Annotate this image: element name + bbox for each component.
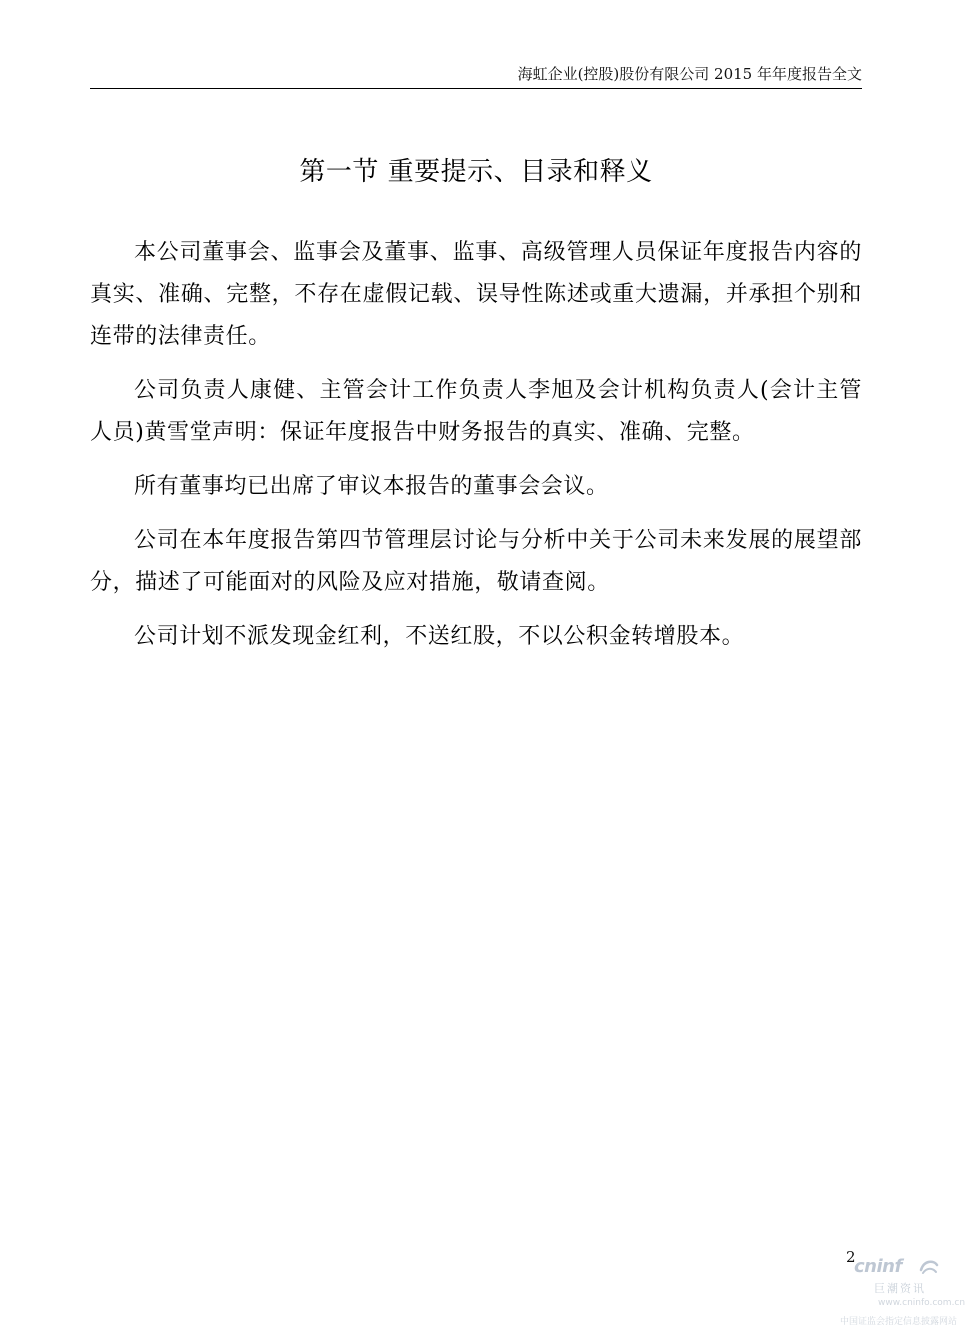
section-title: 第一节 重要提示、目录和释义 xyxy=(299,157,653,187)
paragraph-risk-reference: 公司在本年度报告第四节管理层讨论与分析中关于公司未来发展的展望部分，描述了可能面对的风险及应对措施，敬请查阅。 xyxy=(90,528,862,595)
cninfo-watermark xyxy=(838,1254,965,1340)
header-rule xyxy=(90,88,862,89)
cninfo-swirl-icon xyxy=(918,1258,940,1276)
watermark-url: www.cninfo.com.cn xyxy=(878,1298,965,1308)
paragraph-officer-declaration: 公司负责人康健、主管会计工作负责人李旭及会计机构负责人(会计主管人员)黄雪堂声明：保证年度报告中财务报告的真实、准确、完整。 xyxy=(90,378,862,445)
paragraph-board-attendance: 所有董事均已出席了审议本报告的董事会会议。 xyxy=(134,474,609,499)
paragraph-responsibility-statement: 本公司董事会、监事会及董事、监事、高级管理人员保证年度报告内容的真实、准确、完整，不存在虚假记载、误导性陈述或重大遗漏，并承担个别和连带的法律责任。 xyxy=(90,240,862,349)
watermark-logo-text: cninf xyxy=(854,1256,902,1277)
watermark-chinese-name: 巨潮资讯 xyxy=(874,1282,926,1295)
page-number: 2 xyxy=(846,1248,856,1266)
paragraph-dividend-plan: 公司计划不派发现金红利，不送红股，不以公积金转增股本。 xyxy=(134,624,745,649)
watermark-org: 中国证监会指定信息披露网站 xyxy=(840,1317,958,1327)
body-text xyxy=(90,232,862,670)
running-header: 海虹企业(控股)股份有限公司 2015 年年度报告全文 xyxy=(517,65,862,83)
